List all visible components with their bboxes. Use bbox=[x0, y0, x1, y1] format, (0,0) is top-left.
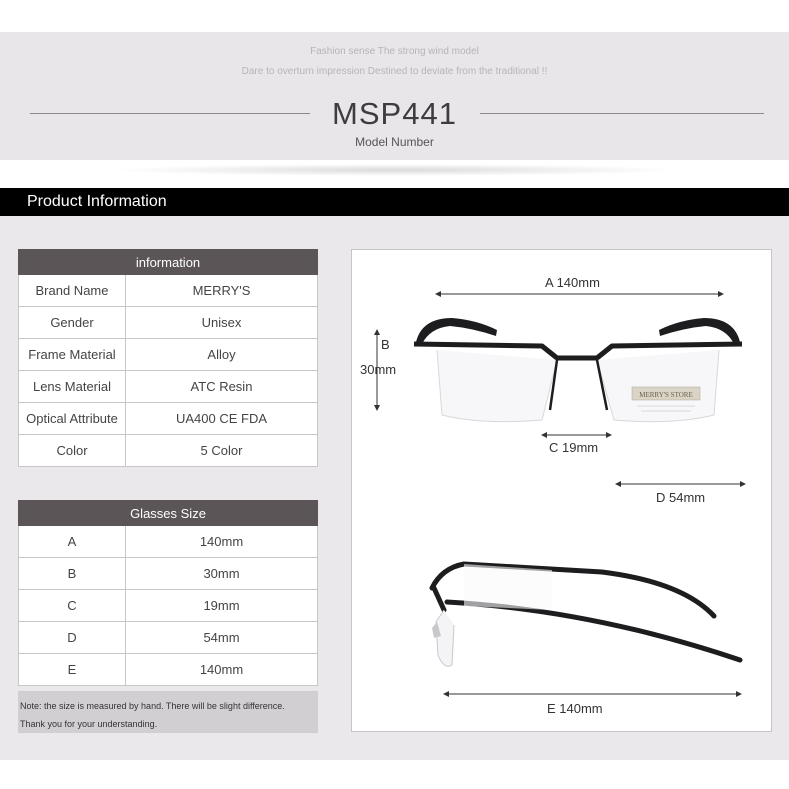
dimension-c-label: C 19mm bbox=[549, 440, 599, 455]
info-key: Frame Material bbox=[19, 339, 126, 371]
table-row bbox=[19, 654, 318, 686]
table-row bbox=[19, 435, 318, 467]
note-line-2: Thank you for your understanding. bbox=[20, 719, 158, 729]
dimension-e-label: E 140mm bbox=[547, 701, 603, 716]
info-key: Color bbox=[19, 435, 126, 467]
slogan-line-1: Fashion sense The strong wind model bbox=[310, 46, 479, 57]
table-row bbox=[19, 307, 318, 339]
info-value: Alloy bbox=[126, 339, 318, 371]
glasses-front-view bbox=[414, 318, 742, 422]
size-value: 140mm bbox=[126, 654, 318, 686]
banner-shadow bbox=[110, 164, 680, 176]
table-row bbox=[19, 590, 318, 622]
size-value: 30mm bbox=[126, 558, 318, 590]
table-row bbox=[19, 622, 318, 654]
info-key: Lens Material bbox=[19, 371, 126, 403]
size-value: 140mm bbox=[126, 526, 318, 558]
table-row bbox=[19, 371, 318, 403]
dimension-a-label: A 140mm bbox=[545, 275, 600, 290]
glasses-drawing bbox=[352, 250, 773, 733]
size-key: D bbox=[19, 622, 126, 654]
size-key: B bbox=[19, 558, 126, 590]
size-value: 19mm bbox=[126, 590, 318, 622]
glasses-diagram-panel bbox=[351, 249, 772, 732]
table-row bbox=[19, 558, 318, 590]
info-value: Unisex bbox=[126, 307, 318, 339]
table-row bbox=[19, 403, 318, 435]
size-table-heading: Glasses Size bbox=[19, 501, 318, 526]
lens-sticker-text: MERRY'S STORE bbox=[639, 391, 693, 399]
info-table-heading: information bbox=[19, 250, 318, 275]
glasses-side-view bbox=[432, 564, 740, 666]
model-number: MSP441 bbox=[332, 96, 457, 131]
info-value: MERRY'S bbox=[126, 275, 318, 307]
size-value: 54mm bbox=[126, 622, 318, 654]
info-key: Gender bbox=[19, 307, 126, 339]
size-key: E bbox=[19, 654, 126, 686]
size-key: C bbox=[19, 590, 126, 622]
info-key: Optical Attribute bbox=[19, 403, 126, 435]
size-note bbox=[18, 691, 318, 733]
slogan-line-2: Dare to overturn impression Destined to deviate from the traditional !! bbox=[241, 66, 548, 77]
section-title: Product Information bbox=[27, 193, 167, 210]
product-info-table bbox=[18, 249, 318, 467]
info-value: UA400 CE FDA bbox=[126, 403, 318, 435]
info-value: 5 Color bbox=[126, 435, 318, 467]
table-row bbox=[19, 526, 318, 558]
table-row bbox=[19, 339, 318, 371]
glasses-size-table bbox=[18, 500, 318, 686]
note-line-1: Note: the size is measured by hand. There will be slight difference. bbox=[20, 701, 285, 711]
size-key: A bbox=[19, 526, 126, 558]
dimension-b-label: B bbox=[381, 337, 390, 352]
dimension-d-label: D 54mm bbox=[656, 490, 706, 505]
info-key: Brand Name bbox=[19, 275, 126, 307]
model-number-label: Model Number bbox=[355, 135, 434, 149]
table-row bbox=[19, 275, 318, 307]
dimension-b-value: 30mm bbox=[360, 362, 397, 377]
info-value: ATC Resin bbox=[126, 371, 318, 403]
